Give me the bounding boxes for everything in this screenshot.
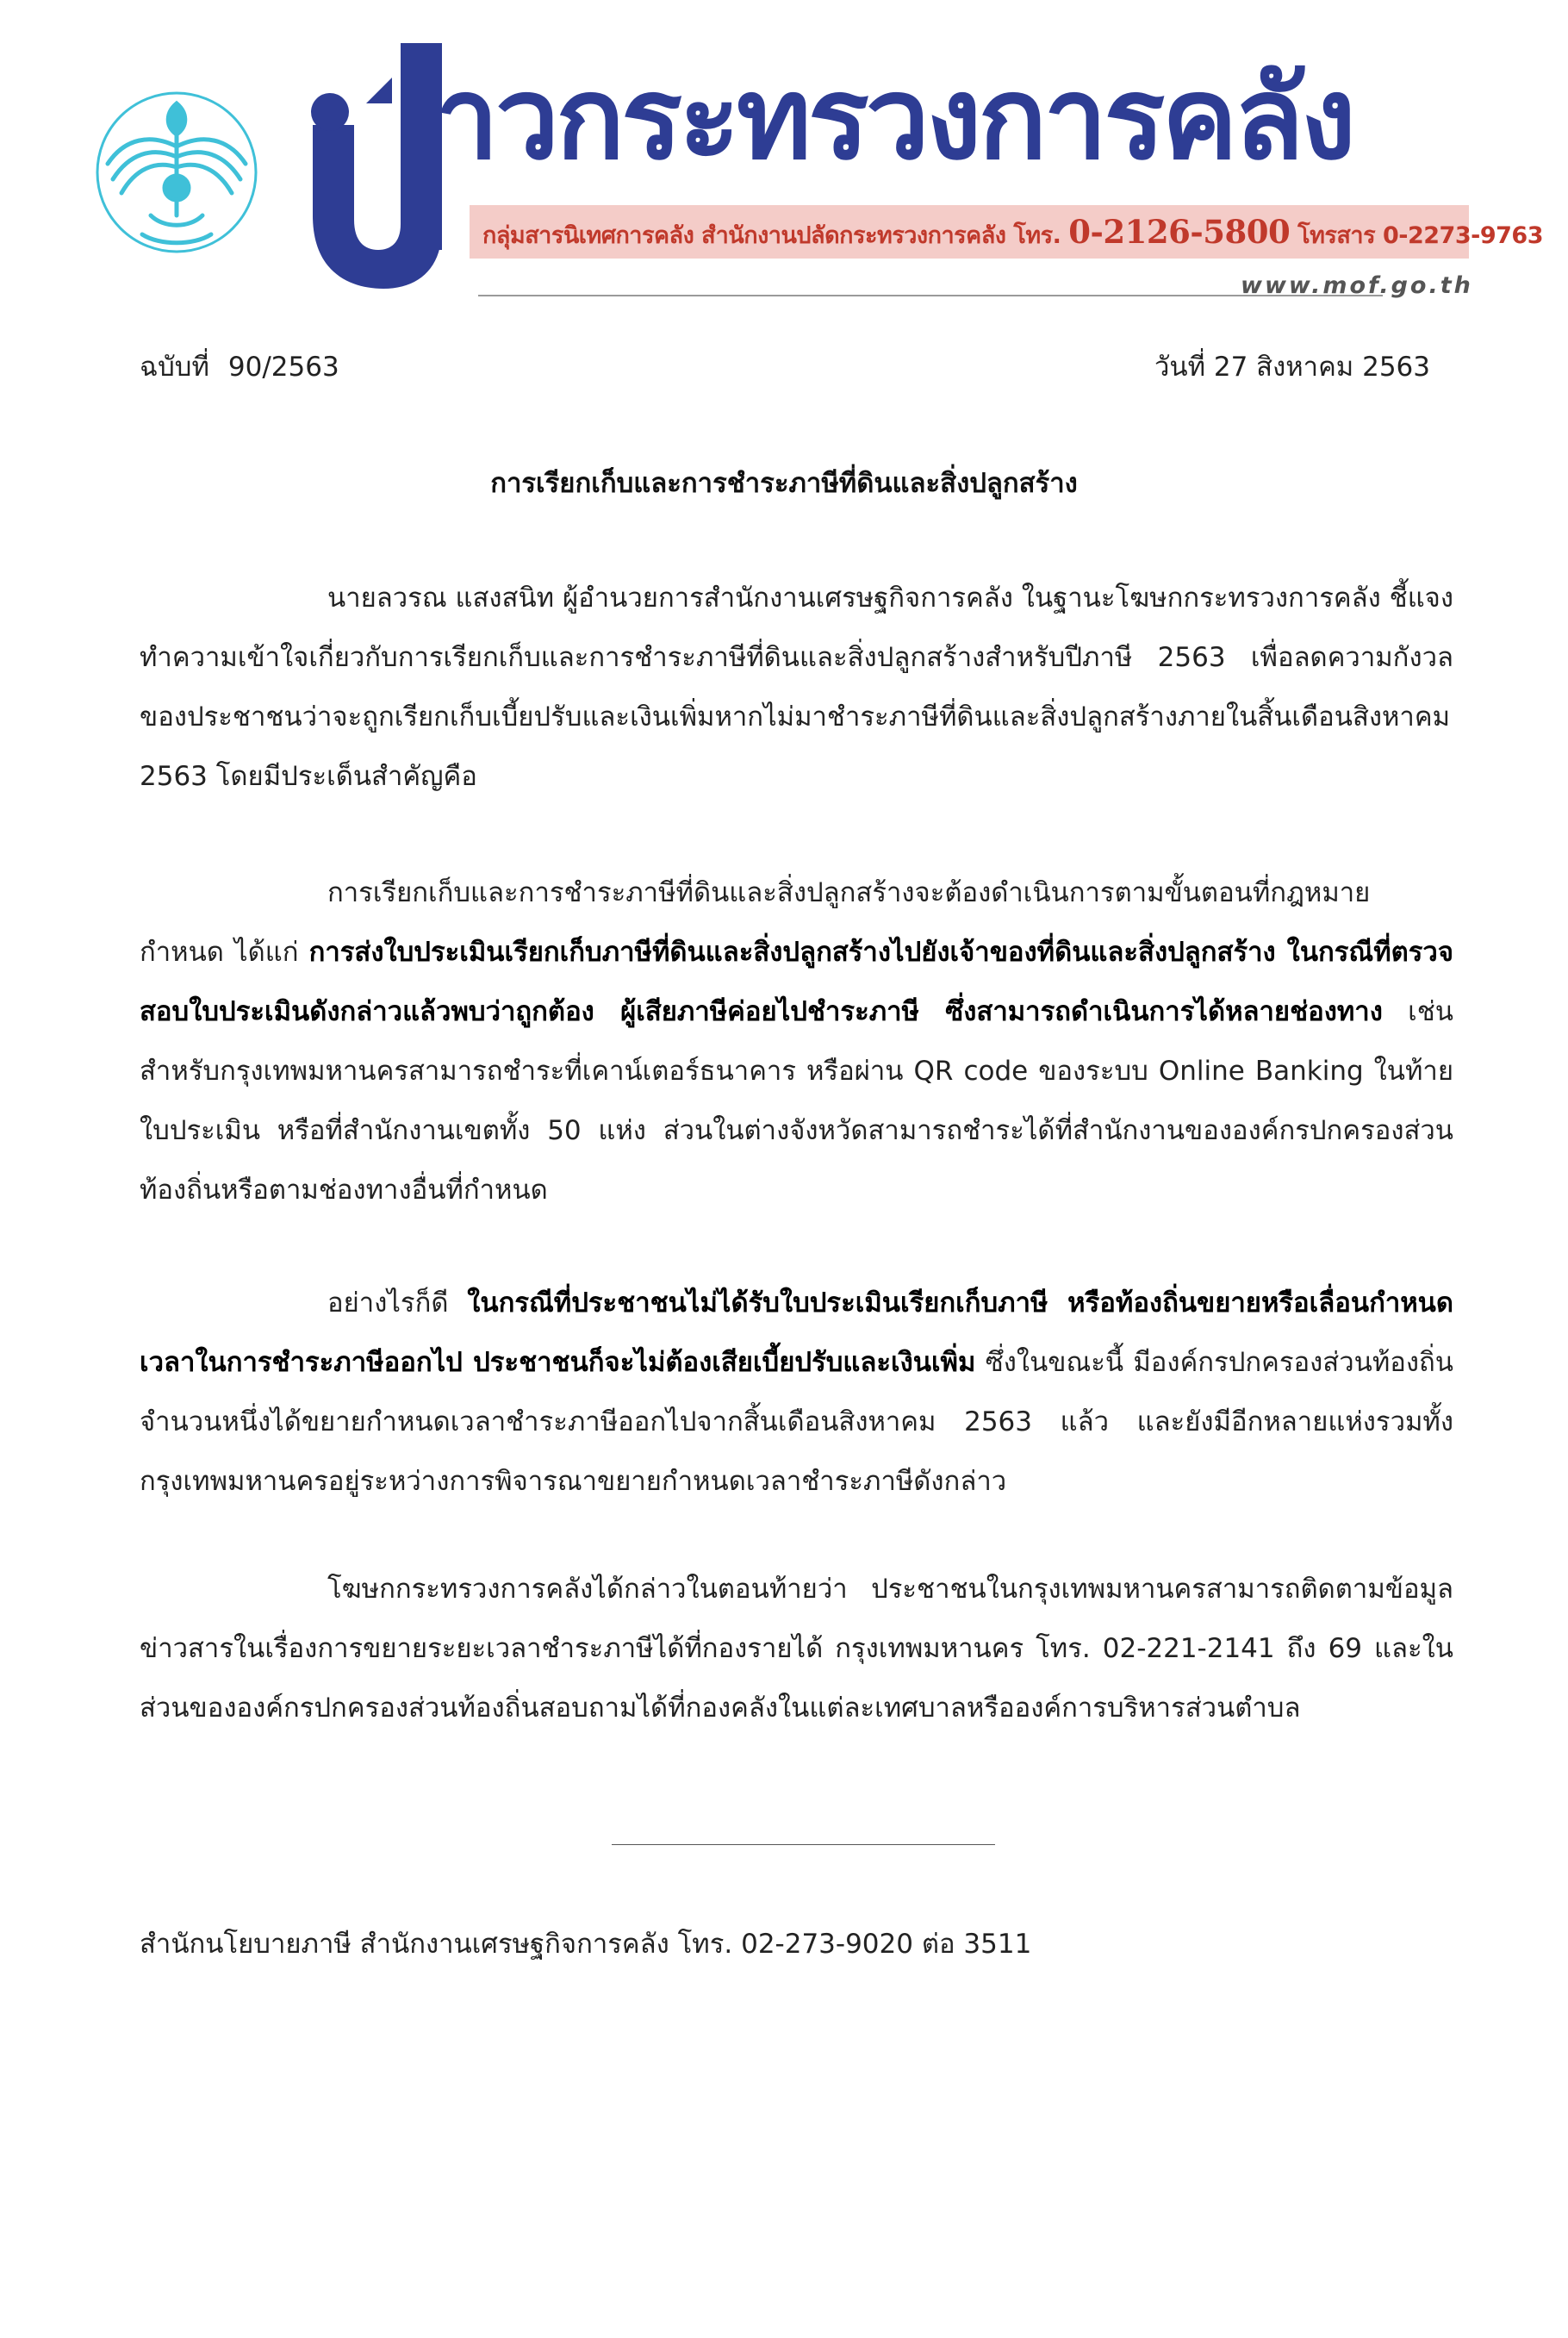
paragraph-4-text: โฆษกกระทรวงการคลังได้กล่าวในตอนท้ายว่า ประชาชนในกรุงเทพมหานครสามารถติดตามข้อมูลข่าวสารในเรื่องการขยายระยะเวลาชำระภาษีได้ที่กองรายได้ กรุงเทพมหานคร โทร. 02-221-2141 ถึง 69 และในส่วนขององค์กรปกครองส่วนท้องถิ่นสอบถามได้ที่กองคลังในแต่ละเทศบาลหรือองค์การบริหารส่วนตำบล [140, 1574, 1453, 1724]
ministry-seal-logo [90, 86, 263, 259]
source-contact: สำนักนโยบายภาษี สำนักงานเศรษฐกิจการคลัง โทร. 02-273-9020 ต่อ 3511 [140, 1929, 1032, 1960]
paragraph-2 [140, 864, 1453, 1220]
phone-number: 0-2126-5800 [1068, 213, 1291, 251]
document-title: การเรียกเก็บและการชำระภาษีที่ดินและสิ่งปลูกสร้าง [490, 468, 1078, 499]
paragraph-3-tail: ซึ่งในขณะนี้ มีองค์กรปกครองส่วนท้องถิ่นจำนวนหนึ่งได้ขยายกำหนดเวลาชำระภาษีออกไปจากสิ้นเดือนสิงหาคม 2563 แล้ว และยังมีอีกหลายแห่งรวมทั้งกรุงเทพมหานครอยู่ระหว่างการพิจารณาขยายกำหนดเวลาชำระภาษีดังกล่าว [140, 1347, 1453, 1497]
brand-title: าวกระทรวงการคลัง [435, 53, 1353, 185]
closing-divider [612, 1844, 995, 1845]
paragraph-3-bold: ในกรณีที่ประชาชนไม่ได้รับใบประเมินเรียกเก็บภาษี หรือท้องถิ่นขยายหรือเลื่อนกำหนดเวลาในการชำระภาษีออกไป ประชาชนก็จะไม่ต้องเสียเบี้ยปรับและเงินเพิ่ม [140, 1287, 1453, 1378]
issue-number-line [140, 345, 339, 388]
paragraph-4 [140, 1560, 1453, 1738]
issue-label: ฉบับที่ [140, 352, 209, 383]
paragraph-1 [140, 569, 1453, 807]
fax-label: โทรสาร [1297, 222, 1376, 249]
issue-date: วันที่ 27 สิงหาคม 2563 [1154, 352, 1430, 383]
paragraph-1-text: นายลวรณ แสงสนิท ผู้อำนวยการสำนักงานเศรษฐกิจการคลัง ในฐานะโฆษกกระทรวงการคลัง ชี้แจงทำความเข้าใจเกี่ยวกับการเรียกเก็บและการชำระภาษีที่ดินและสิ่งปลูกสร้างสำหรับปีภาษี 2563 เพื่อลดความกังวลของประชาชนว่าจะถูกเรียกเก็บเบี้ยปรับและเงินเพิ่มหากไม่มาชำระภาษีที่ดินและสิ่งปลูกสร้างภายในสิ้นเดือนสิงหาคม 2563 โดยมีประเด็นสำคัญคือ [140, 583, 1453, 792]
issue-number: 90/2563 [227, 352, 339, 383]
paragraph-2-tail: เช่น สำหรับกรุงเทพมหานครสามารถชำระที่เคาน์เตอร์ธนาคาร หรือผ่าน QR code ของระบบ Online Banking ในท้ายใบประเมิน หรือที่สำนักงานเขตทั้ง 50 แห่ง ส่วนในต่างจังหวัดสามารถชำระได้ที่สำนักงานขององค์กรปกครองส่วนท้องถิ่นหรือตามช่องทางอื่นที่กำหนด [140, 996, 1453, 1206]
paragraph-3-lead: อย่างไรก็ดี [327, 1287, 468, 1319]
fax-number: 0-2273-9763 [1382, 222, 1543, 249]
brand-letter-mark [306, 43, 457, 293]
paragraph-2-lead: การเรียกเก็บและการชำระภาษีที่ดินและสิ่งปลูกสร้างจะต้องดำเนินการตามขั้นตอนที่กฎหมายกำหนด ได้แก่ [140, 877, 1371, 968]
paragraph-3 [140, 1274, 1453, 1512]
website-link[interactable]: www.mof.go.th [1241, 272, 1473, 299]
contact-prefix: กลุ่มสารนิเทศการคลัง สำนักงานปลัดกระทรวงการคลัง โทร. [482, 222, 1061, 249]
contact-line [482, 210, 1543, 258]
paragraph-2-bold: การส่งใบประเมินเรียกเก็บภาษีที่ดินและสิ่งปลูกสร้างไปยังเจ้าของที่ดินและสิ่งปลูกสร้าง ในกรณีที่ตรวจสอบใบประเมินดังกล่าวแล้วพบว่าถูกต้อง ผู้เสียภาษีค่อยไปชำระภาษี ซึ่งสามารถดำเนินการได้หลายช่องทาง [140, 937, 1453, 1027]
